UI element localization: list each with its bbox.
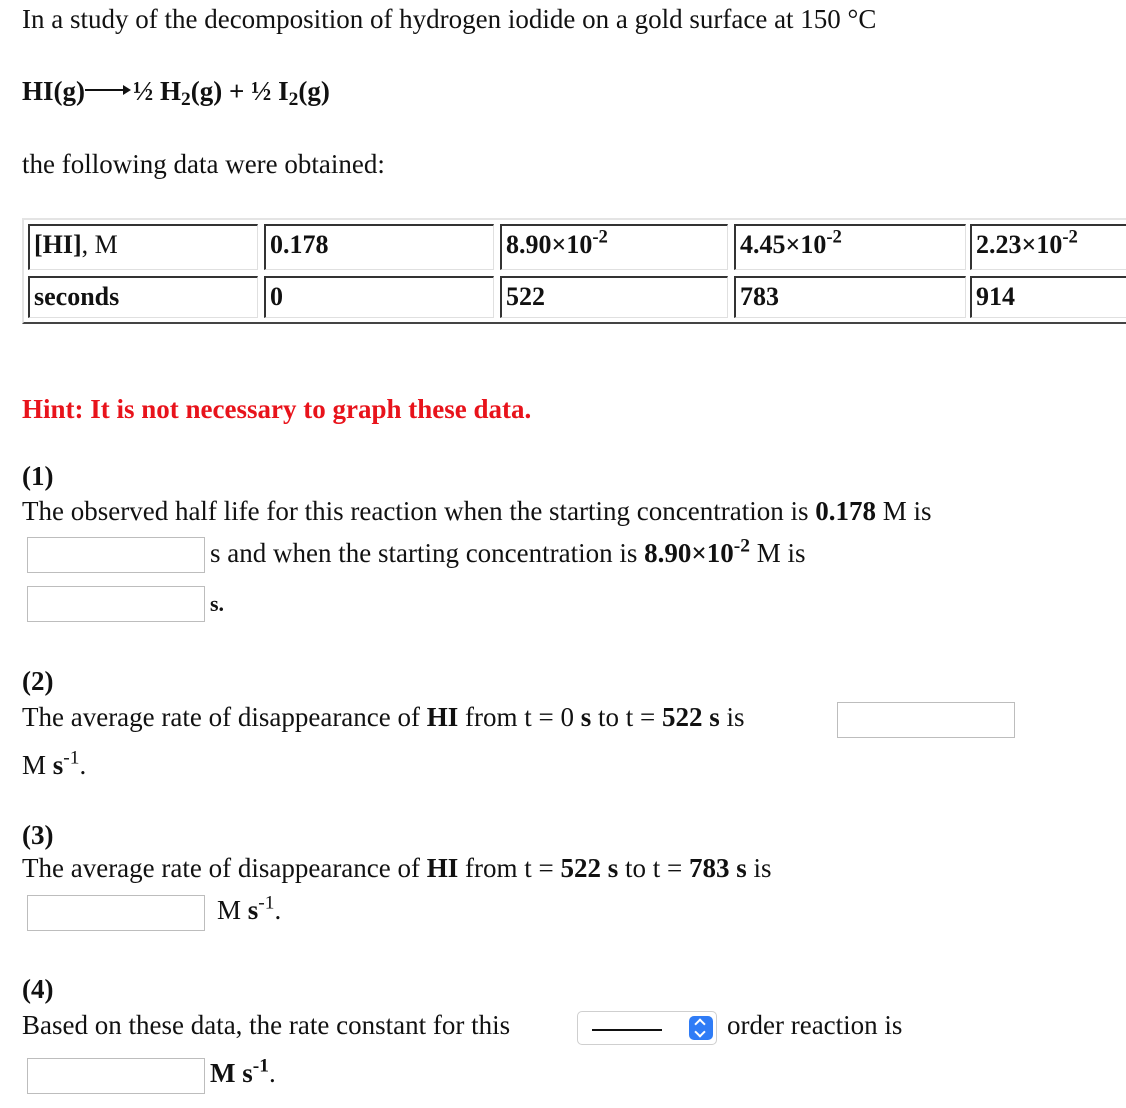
table-cell: 783: [734, 276, 966, 318]
q4-unit: M $s^{-1}$.: [210, 1055, 276, 1088]
q2-number: (2): [22, 666, 54, 696]
table-cell: 522: [500, 276, 728, 318]
table-cell: $2.23\times 10^{-2}$: [970, 224, 1126, 270]
following-text: the following data were obtained:: [22, 149, 385, 179]
q1-line1: The observed half life for this reaction when the starting concentration is 0.178 M is: [22, 496, 932, 526]
q2-rate-input[interactable]: [837, 702, 1015, 738]
q1-number: (1): [22, 461, 54, 491]
hint-text: Hint: It is not necessary to graph these data.: [22, 394, 532, 424]
table-cell: 914: [970, 276, 1126, 318]
q3-line1: The average rate of disappearance of HI from t = 522 s to t = 783 s is: [22, 853, 772, 883]
q1-half-life-input-1[interactable]: [27, 537, 205, 573]
table-cell: 0: [264, 276, 494, 318]
q1-line2: s and when the starting concentration is $8.90\times 10^{-2}$ M is: [210, 535, 806, 568]
equation-product-2: (g): [298, 76, 330, 106]
q3-number: (3): [22, 820, 54, 850]
equation-product-1: ½ H: [133, 76, 182, 106]
table-cell: $8.90\times 10^{-2}$: [500, 224, 728, 270]
q3-rate-input[interactable]: [27, 895, 205, 931]
q1-half-life-input-2[interactable]: [27, 586, 205, 622]
reaction-arrow-icon: [85, 89, 129, 91]
q4-line2: order reaction is: [727, 1010, 903, 1040]
table-cell: $4.45\times 10^{-2}$: [734, 224, 966, 270]
q3-unit: M $s^{-1}$.: [217, 892, 282, 925]
q4-rate-constant-input[interactable]: [27, 1058, 205, 1094]
table-header-seconds: seconds: [28, 276, 258, 318]
q4-number: (4): [22, 974, 54, 1004]
reaction-order-blank: [592, 1029, 662, 1031]
reaction-equation: HI(g) ½ $H_2(g)$ + ½ $I_2(g)$: [22, 76, 330, 110]
reaction-order-select[interactable]: [577, 1011, 717, 1045]
chevron-updown-icon[interactable]: [689, 1016, 713, 1040]
q4-line1: Based on these data, the rate constant for this: [22, 1010, 511, 1040]
equation-reactant: HI(g): [22, 76, 85, 106]
data-table: [22, 218, 1126, 324]
table-header-concentration: [HI], M: [28, 224, 258, 270]
intro-text: In a study of the decomposition of hydrogen iodide on a gold surface at 150 °C: [22, 4, 877, 34]
table-cell: 0.178: [264, 224, 494, 270]
q2-line1: The average rate of disappearance of HI from t = 0 s to t = 522 s is: [22, 702, 745, 732]
q1-unit: s.: [210, 591, 225, 616]
q2-unit: M $s^{-1}$.: [22, 747, 87, 780]
